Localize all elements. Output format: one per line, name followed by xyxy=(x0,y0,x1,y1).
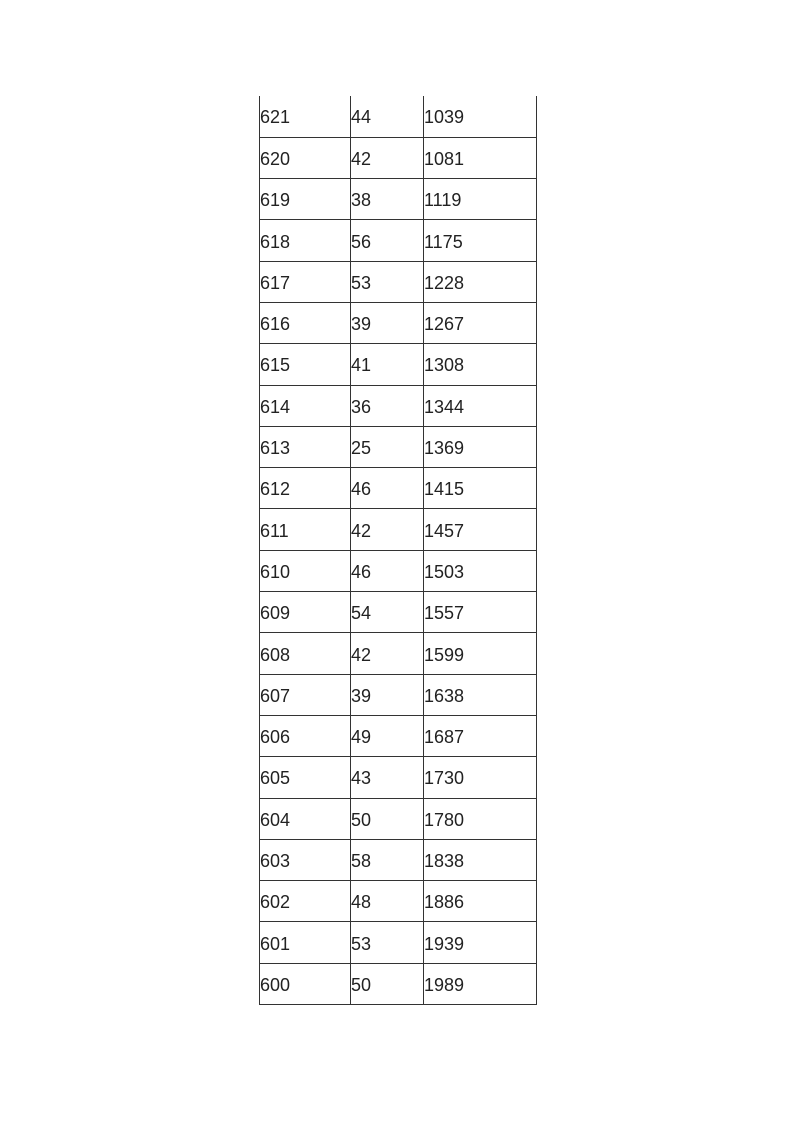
table-row xyxy=(260,385,537,426)
count-cell: 36 xyxy=(351,385,424,426)
table-row xyxy=(260,674,537,715)
score-cell: 612 xyxy=(260,468,351,509)
count-cell: 54 xyxy=(351,592,424,633)
score-cell: 614 xyxy=(260,385,351,426)
cumulative-cell: 1730 xyxy=(424,757,537,798)
score-cell: 611 xyxy=(260,509,351,550)
score-cell: 610 xyxy=(260,550,351,591)
table-body xyxy=(260,96,537,1005)
table-row xyxy=(260,592,537,633)
table-row xyxy=(260,509,537,550)
cumulative-cell: 1939 xyxy=(424,922,537,963)
count-cell: 41 xyxy=(351,344,424,385)
cumulative-cell: 1081 xyxy=(424,137,537,178)
score-cell: 615 xyxy=(260,344,351,385)
score-cell: 602 xyxy=(260,881,351,922)
count-cell: 38 xyxy=(351,179,424,220)
score-cell: 609 xyxy=(260,592,351,633)
table-row xyxy=(260,179,537,220)
cumulative-cell: 1503 xyxy=(424,550,537,591)
cumulative-cell: 1638 xyxy=(424,674,537,715)
cumulative-cell: 1175 xyxy=(424,220,537,261)
table-row xyxy=(260,798,537,839)
score-cell: 601 xyxy=(260,922,351,963)
score-cell: 600 xyxy=(260,963,351,1004)
score-cell: 603 xyxy=(260,839,351,880)
cumulative-cell: 1838 xyxy=(424,839,537,880)
cumulative-cell: 1344 xyxy=(424,385,537,426)
count-cell: 43 xyxy=(351,757,424,798)
count-cell: 25 xyxy=(351,426,424,467)
count-cell: 42 xyxy=(351,633,424,674)
count-cell: 44 xyxy=(351,96,424,137)
table-row xyxy=(260,96,537,137)
cumulative-cell: 1369 xyxy=(424,426,537,467)
score-cell: 608 xyxy=(260,633,351,674)
cumulative-cell: 1267 xyxy=(424,302,537,343)
cumulative-cell: 1687 xyxy=(424,715,537,756)
count-cell: 46 xyxy=(351,550,424,591)
table-row xyxy=(260,757,537,798)
score-cell: 621 xyxy=(260,96,351,137)
count-cell: 56 xyxy=(351,220,424,261)
score-cell: 620 xyxy=(260,137,351,178)
table-row xyxy=(260,922,537,963)
score-cell: 616 xyxy=(260,302,351,343)
count-cell: 50 xyxy=(351,798,424,839)
table-row xyxy=(260,468,537,509)
cumulative-cell: 1989 xyxy=(424,963,537,1004)
table-row xyxy=(260,963,537,1004)
count-cell: 49 xyxy=(351,715,424,756)
count-cell: 53 xyxy=(351,922,424,963)
count-cell: 42 xyxy=(351,137,424,178)
table-row xyxy=(260,839,537,880)
cumulative-cell: 1415 xyxy=(424,468,537,509)
count-cell: 48 xyxy=(351,881,424,922)
count-cell: 39 xyxy=(351,674,424,715)
count-cell: 42 xyxy=(351,509,424,550)
count-cell: 53 xyxy=(351,261,424,302)
cumulative-cell: 1780 xyxy=(424,798,537,839)
table-row xyxy=(260,220,537,261)
cumulative-cell: 1599 xyxy=(424,633,537,674)
score-cell: 607 xyxy=(260,674,351,715)
score-cell: 619 xyxy=(260,179,351,220)
score-cell: 606 xyxy=(260,715,351,756)
cumulative-cell: 1308 xyxy=(424,344,537,385)
score-cell: 604 xyxy=(260,798,351,839)
count-cell: 50 xyxy=(351,963,424,1004)
score-cell: 617 xyxy=(260,261,351,302)
table-row xyxy=(260,302,537,343)
score-cell: 613 xyxy=(260,426,351,467)
score-table xyxy=(259,96,537,1005)
cumulative-cell: 1039 xyxy=(424,96,537,137)
table-row xyxy=(260,344,537,385)
table-row xyxy=(260,633,537,674)
table-row xyxy=(260,137,537,178)
count-cell: 46 xyxy=(351,468,424,509)
table-row xyxy=(260,261,537,302)
table-row xyxy=(260,550,537,591)
cumulative-cell: 1886 xyxy=(424,881,537,922)
count-cell: 58 xyxy=(351,839,424,880)
table-row xyxy=(260,426,537,467)
count-cell: 39 xyxy=(351,302,424,343)
cumulative-cell: 1557 xyxy=(424,592,537,633)
cumulative-cell: 1119 xyxy=(424,179,537,220)
cumulative-cell: 1457 xyxy=(424,509,537,550)
score-cell: 605 xyxy=(260,757,351,798)
cumulative-cell: 1228 xyxy=(424,261,537,302)
table-row xyxy=(260,715,537,756)
score-cell: 618 xyxy=(260,220,351,261)
table-row xyxy=(260,881,537,922)
